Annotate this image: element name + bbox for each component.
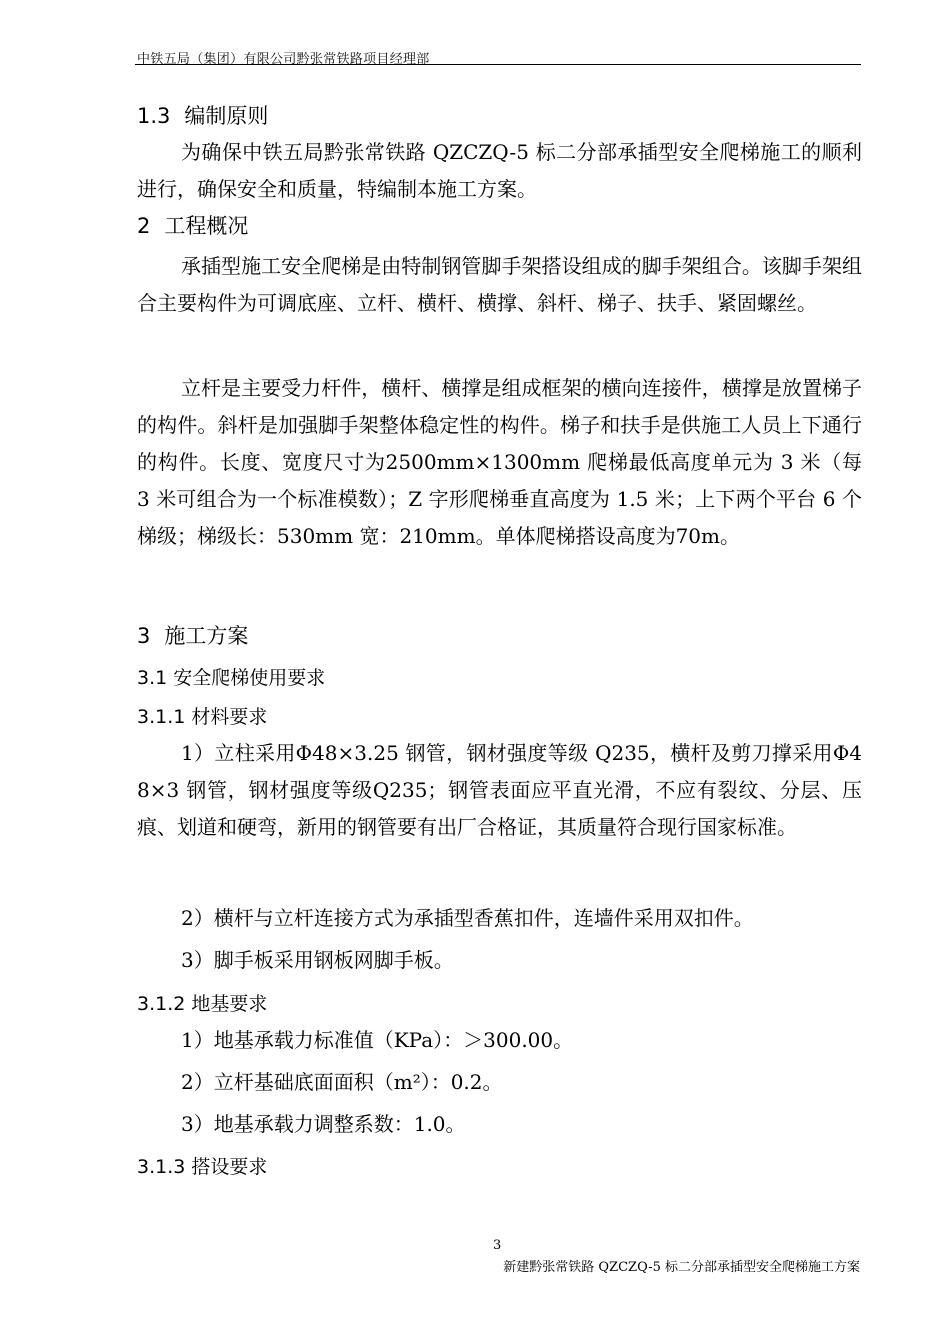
heading-number: 1.3 — [137, 104, 171, 128]
heading-3-1-2: 3.1.2 地基要求 — [137, 993, 268, 1015]
running-header: 中铁五局（集团）有限公司黔张常铁路项目经理部 — [137, 52, 430, 67]
header-rule — [135, 64, 861, 65]
paragraph: 为确保中铁五局黔张常铁路 QZCZQ-5 标二分部承插型安全爬梯施工的顺利进行，确保安全和质量，特编制本施工方案。 — [137, 140, 862, 201]
paragraph: 承插型施工安全爬梯是由特制钢管脚手架搭设组成的脚手架组合。该脚手架组合主要构件为可调底座、立杆、横杆、横撑、斜杆、梯子、扶手、紧固螺丝。 — [137, 254, 862, 315]
page-number: 3 — [493, 1238, 502, 1253]
paragraph: 立杆是主要受力杆件，横杆、横撑是组成框架的横向连接件，横撑是放置梯子的构件。斜杆是加强脚手架整体稳定性的构件。梯子和扶手是供施工人员上下通行的构件。长度、宽度尺寸为2500mm×1300mm 爬梯最低高度单元为 3 米（每 3 米可组合为一个标准模数）；Z 字形爬梯垂直高度为 1.5 米；上下两个平台 6 个梯级；梯级长：530mm 宽：210mm。单体爬梯搭设高度为70m。 — [137, 376, 862, 548]
heading-3-1-3: 3.1.3 搭设要求 — [137, 1156, 268, 1178]
list-item: 1）地基承载力标准值（KPa）：＞300.00。 — [181, 1028, 574, 1052]
heading-3-1: 3.1 安全爬梯使用要求 — [137, 667, 326, 689]
list-item: 3）地基承载力调整系数：1.0。 — [181, 1112, 466, 1136]
heading-1-3 — [137, 100, 268, 130]
list-item: 2）横杆与立杆连接方式为承插型香蕉扣件，连墙件采用双扣件。 — [181, 906, 754, 930]
list-item: 2）立杆基础底面面积（m²）：0.2。 — [181, 1070, 503, 1094]
heading-number: 2 — [137, 214, 151, 238]
running-footer: 新建黔张常铁路 QZCZQ-5 标二分部承插型安全爬梯施工方案 — [503, 1260, 860, 1275]
heading-title: 工程概况 — [164, 214, 249, 238]
list-item: 3）脚手板采用钢板网脚手板。 — [181, 948, 454, 972]
heading-title: 施工方案 — [164, 624, 249, 648]
heading-number: 3 — [137, 624, 151, 648]
heading-3 — [137, 620, 248, 650]
heading-title: 编制原则 — [184, 104, 269, 128]
list-item: 1）立柱采用Φ48×3.25 钢管，钢材强度等级 Q235，横杆及剪刀撑采用Φ48×3 钢管，钢材强度等级Q235；钢管表面应平直光滑，不应有裂纹、分层、压痕、划道和硬弯，新用的钢管要有出厂合格证，其质量符合现行国家标准。 — [137, 741, 862, 839]
heading-3-1-1: 3.1.1 材料要求 — [137, 706, 268, 728]
heading-2 — [137, 210, 248, 240]
